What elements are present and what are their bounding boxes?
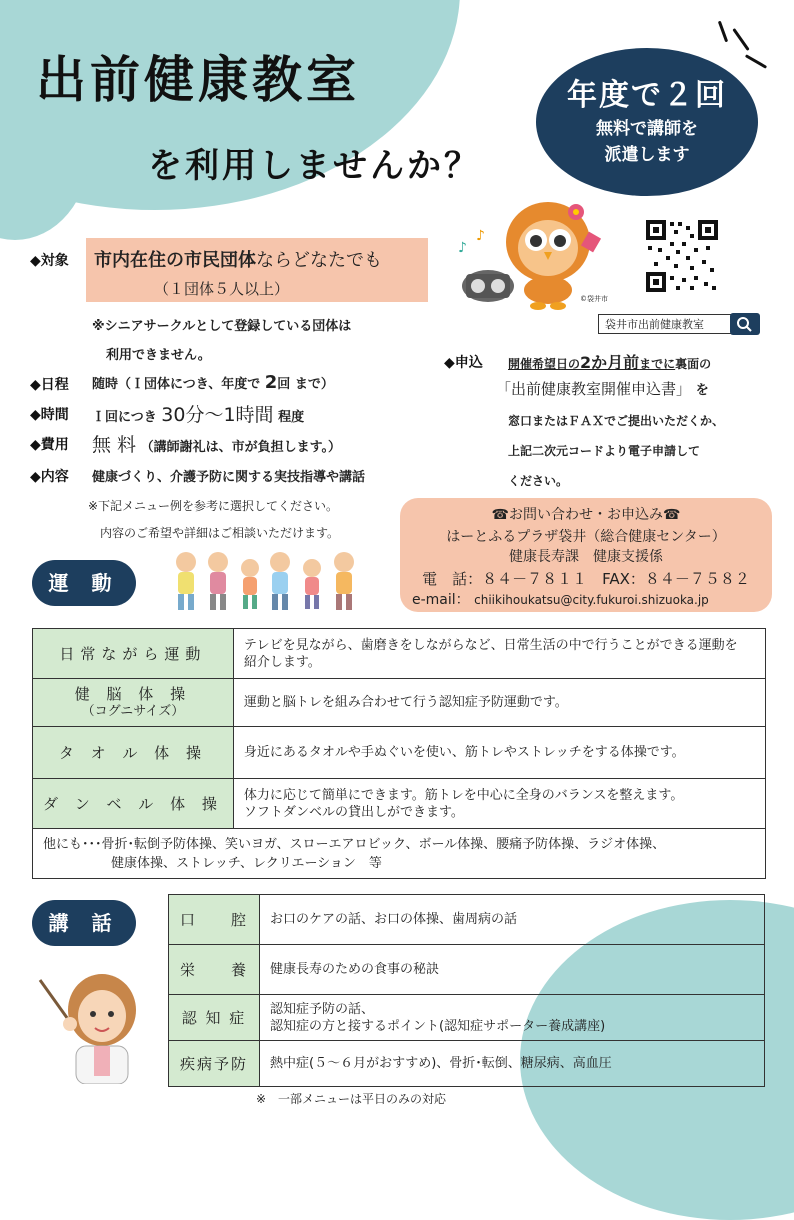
lecture-name: 栄 養 (169, 945, 260, 995)
lecture-pill: 講 話 (32, 900, 136, 946)
table-row (33, 829, 766, 879)
schedule-label: ◆日程 (30, 377, 69, 393)
apply-line-3: 窓口またはＦＡＸでご提出いただくか、 (508, 414, 725, 428)
apply-label: ◆申込 (444, 355, 483, 371)
target-sub: （１団体５人以上） (154, 280, 290, 298)
content-text: 健康づくり、介護予防に関する実技指導や講話 (92, 470, 366, 485)
contact-org: はーとふるプラザ袋井（総合健康センター） (446, 529, 726, 545)
table-row (33, 779, 766, 829)
free-badge (536, 48, 758, 196)
schedule-num: 2 (264, 372, 278, 393)
target-note-1: ※シニアサークルとして登録している団体は (92, 319, 352, 334)
exercise-table (32, 628, 766, 879)
emphasis-ray (732, 28, 749, 51)
fee-label: ◆費用 (30, 437, 69, 453)
badge-line3: 派遣します (604, 145, 690, 165)
apply-line-1: 開催希望日の2か月前までに裏面の (508, 353, 712, 372)
exercise-name: ダ ン ベ ル 体 操 (33, 779, 234, 829)
lecture-name: 口 腔 (169, 895, 260, 945)
table-row (169, 1041, 765, 1087)
svg-text:♪: ♪ (476, 228, 485, 244)
search-icon (730, 313, 760, 335)
lecture-desc: 認知症予防の話、 認知症の方と接するポイント(認知症サポーター養成講座) (260, 995, 765, 1041)
contact-box (400, 498, 772, 612)
lecture-table (168, 894, 765, 1087)
apply-line-5: ください。 (508, 474, 569, 488)
exercise-name: タ オ ル 体 操 (33, 727, 234, 779)
target-rest: ならどなたでも (256, 250, 382, 271)
fee-big: 無 料 (92, 434, 137, 456)
exercise-desc: 体力に応じて簡単にできます。筋トレを中心に全身のバランスを整えます。 ソフトダンベルの貸出しができます。 (233, 779, 765, 829)
contact-email[interactable]: chiikihoukatsu@city.fukuroi.shizuoka.jp (474, 593, 709, 607)
lecture-name: 認 知 症 (169, 995, 260, 1041)
content-label: ◆内容 (30, 469, 69, 485)
exercising-people-icon (166, 546, 366, 614)
qr-code-icon[interactable] (646, 220, 718, 292)
exercise-desc: 運動と脳トレを組み合わせて行う認知症予防運動です。 (233, 679, 765, 727)
table-row (33, 727, 766, 779)
time-label: ◆時間 (30, 407, 69, 423)
table-row (169, 945, 765, 995)
target-label: ◆対象 (30, 253, 69, 269)
exercise-name: 健 脳 体 操 （コグニサイズ） (33, 679, 234, 727)
apply-line-2: 「出前健康教室開催申込書」 を (496, 380, 709, 398)
emphasis-ray (718, 21, 728, 43)
target-highlight (86, 238, 428, 302)
contact-dept: 健康長寿課 健康支援係 (509, 549, 663, 565)
mascot-credit: ©袋井市 (580, 295, 608, 303)
search-button[interactable] (730, 313, 760, 335)
content-note-2: 内容のご希望や詳細はご相談いただけます。 (100, 526, 340, 540)
exercise-other: 他にも･･･骨折･転倒予防体操、笑いヨガ、スローエアロビック、ボール体操、腰痛予防体操、ラジオ体操、 健康体操、ストレッチ、レクリエーション 等 (33, 829, 766, 879)
target-note-2: 利用できません。 (106, 348, 211, 363)
teacher-pointing-icon (30, 960, 154, 1084)
svg-text:♪: ♪ (458, 240, 467, 256)
table-row (169, 895, 765, 945)
target-strong: 市内在住の市民団体 (94, 250, 256, 271)
contact-email-label: e-mail： (412, 592, 470, 608)
lecture-desc: お口のケアの話、お口の体操、歯周病の話 (260, 895, 765, 945)
table-row (169, 995, 765, 1041)
lecture-footnote: ※ 一部メニューは平日のみの対応 (256, 1092, 447, 1106)
exercise-pill: 運 動 (32, 560, 136, 606)
fee-text: 無 料 （講師謝礼は、市が負担します。） (92, 434, 342, 456)
table-row (33, 629, 766, 679)
lecture-desc: 健康長寿のための食事の秘訣 (260, 945, 765, 995)
content-note-1: ※下記メニュー例を参考に選択してください。 (88, 499, 339, 513)
sub-title: を利用しませんか？ (148, 146, 481, 186)
contact-heading: ☎お問い合わせ・お申込み☎ (491, 507, 681, 523)
table-row (33, 679, 766, 727)
contact-phone: 電 話：８４－７８１１ FAX：８４－７５８２ (422, 570, 750, 588)
time-big: 30分～1時間 (161, 404, 274, 426)
exercise-name: 日常ながら運動 (33, 629, 234, 679)
apply-line-4: 上記二次元コードより電子申請して (508, 444, 701, 458)
lecture-name: 疾病予防 (169, 1041, 260, 1087)
time-text: Ｉ回につき 30分～1時間 程度 (92, 404, 305, 426)
exercise-desc: テレビを見ながら、歯磨きをしながらなど、日常生活の中で行うことができる運動を 紹介します。 (233, 629, 765, 679)
emphasis-ray (745, 54, 767, 69)
search-input[interactable]: 袋井市出前健康教室 (598, 314, 756, 334)
lecture-desc: 熱中症(５～６月がおすすめ)、骨折･転倒、糖尿病、高血圧 (260, 1041, 765, 1087)
main-title: 出前健康教室 (36, 51, 360, 109)
exercise-desc: 身近にあるタオルや手ぬぐいを使い、筋トレやストレッチをする体操です。 (233, 727, 765, 779)
schedule-text: 随時（Ｉ団体につき、年度で 2回 まで） (92, 372, 334, 393)
badge-line1: 年度で２回 (567, 78, 727, 113)
badge-line2: 無料で講師を (596, 119, 698, 139)
